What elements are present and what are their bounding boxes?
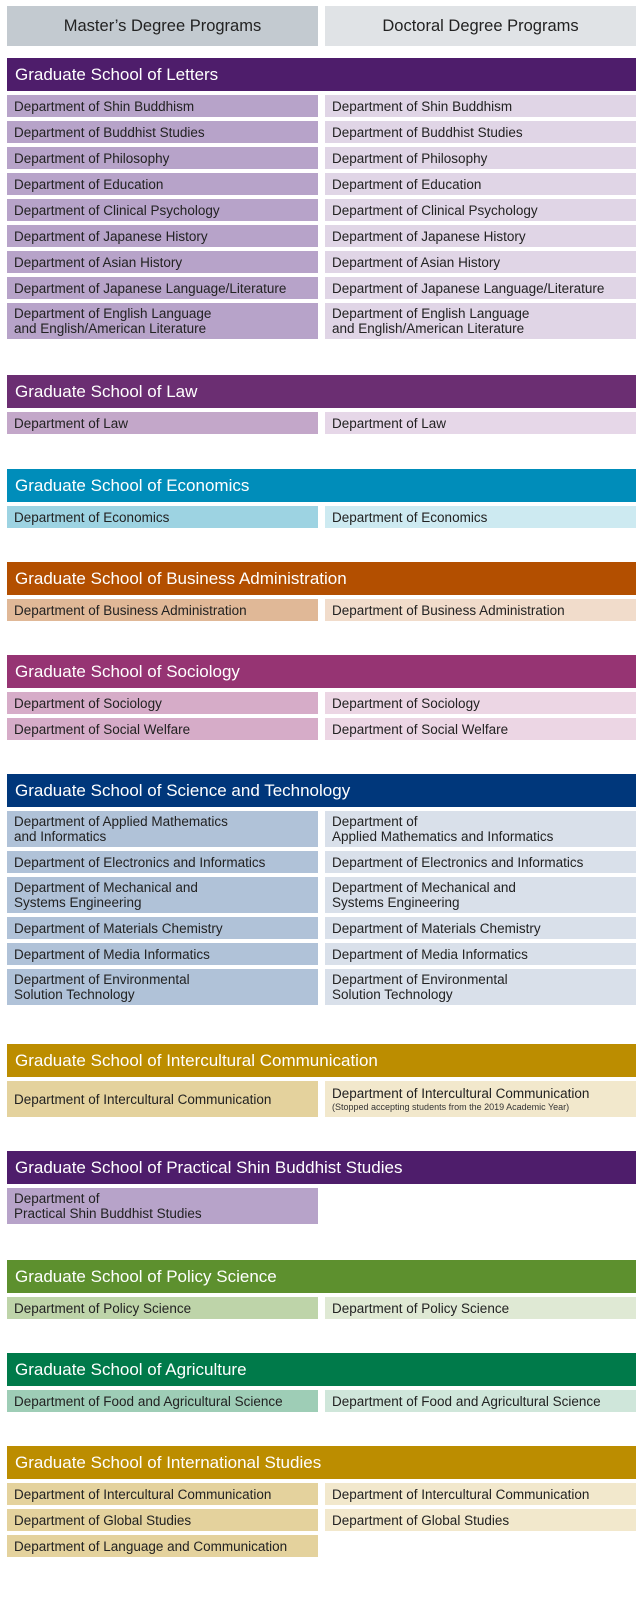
department-name: Department of Practical Shin Buddhist Studies (14, 1191, 202, 1221)
doctoral-header: Doctoral Degree Programs (325, 6, 636, 46)
department-name: Department of Materials Chemistry (14, 920, 223, 936)
department-name: Department of Education (14, 176, 164, 192)
master-department (7, 1188, 318, 1224)
department-name: Department of Buddhist Studies (14, 124, 205, 140)
doctoral-department (325, 599, 636, 621)
empty-cell (325, 1535, 636, 1557)
master-department (7, 199, 318, 221)
master-department (7, 1297, 318, 1319)
school-title: Graduate School of Letters (7, 58, 636, 91)
master-department (7, 251, 318, 273)
department-row (7, 1509, 636, 1531)
department-row (7, 251, 636, 273)
master-department (7, 225, 318, 247)
department-name: Department of Japanese History (14, 228, 208, 244)
department-row (7, 303, 636, 339)
department-name: Department of Clinical Psychology (332, 202, 538, 218)
master-department (7, 811, 318, 847)
department-name: Department of Japanese Language/Literature (332, 280, 605, 296)
master-department (7, 303, 318, 339)
department-name: Department of Economics (332, 509, 488, 525)
department-row (7, 506, 636, 528)
department-row (7, 1081, 636, 1117)
department-name: Department of Applied Mathematics and Informatics (332, 814, 554, 844)
doctoral-department (325, 1390, 636, 1412)
department-name: Department of Shin Buddhism (14, 98, 195, 114)
doctoral-department (325, 506, 636, 528)
doctoral-department (325, 225, 636, 247)
department-row (7, 1297, 636, 1319)
school-title: Graduate School of Sociology (7, 655, 636, 688)
master-department (7, 147, 318, 169)
department-name: Department of English Language and English/American Literature (14, 306, 212, 336)
department-name: Department of Sociology (14, 695, 162, 711)
department-row (7, 811, 636, 847)
doctoral-department (325, 95, 636, 117)
school-title: Graduate School of Agriculture (7, 1353, 636, 1386)
department-name: Department of Electronics and Informatics (332, 854, 584, 870)
department-name: Department of Intercultural Communication (332, 1486, 590, 1502)
master-department (7, 412, 318, 434)
department-name: Department of Social Welfare (14, 721, 191, 737)
department-name: Department of Buddhist Studies (332, 124, 523, 140)
doctoral-department (325, 121, 636, 143)
school-section (7, 1260, 636, 1319)
school-section (7, 774, 636, 1005)
department-row (7, 95, 636, 117)
master-department (7, 599, 318, 621)
department-row (7, 1483, 636, 1505)
department-name: Department of Policy Science (14, 1300, 192, 1316)
department-name: Department of Law (14, 415, 129, 431)
empty-cell (325, 1188, 636, 1224)
department-row (7, 199, 636, 221)
doctoral-department (325, 251, 636, 273)
department-name: Department of Economics (14, 509, 170, 525)
department-name: Department of Environmental Solution Technology (14, 972, 190, 1002)
school-title: Graduate School of Law (7, 375, 636, 408)
school-title: Graduate School of Practical Shin Buddhist Studies (7, 1151, 636, 1184)
department-name: Department of Intercultural Communication (332, 1085, 590, 1101)
doctoral-department (325, 1081, 636, 1117)
department-name: Department of Japanese History (332, 228, 526, 244)
masters-header: Master’s Degree Programs (7, 6, 318, 46)
master-department (7, 277, 318, 299)
master-department (7, 1509, 318, 1531)
school-title: Graduate School of Business Administration (7, 562, 636, 595)
department-row (7, 692, 636, 714)
department-row (7, 412, 636, 434)
department-name: Department of Japanese Language/Literature (14, 280, 287, 296)
department-name: Department of Clinical Psychology (14, 202, 220, 218)
doctoral-department (325, 692, 636, 714)
doctoral-department (325, 969, 636, 1005)
department-row (7, 599, 636, 621)
doctoral-department (325, 412, 636, 434)
department-row (7, 173, 636, 195)
school-title: Graduate School of Policy Science (7, 1260, 636, 1293)
school-section (7, 375, 636, 434)
department-name: Department of Electronics and Informatics (14, 854, 266, 870)
department-name: Department of Intercultural Communication (14, 1486, 272, 1502)
department-name: Department of Global Studies (332, 1512, 510, 1528)
school-section (7, 655, 636, 740)
department-row (7, 718, 636, 740)
doctoral-department (325, 877, 636, 913)
department-name: Department of Materials Chemistry (332, 920, 541, 936)
master-department (7, 121, 318, 143)
department-name: Department of Philosophy (14, 150, 170, 166)
school-section (7, 1446, 636, 1557)
doctoral-department (325, 277, 636, 299)
master-department (7, 917, 318, 939)
school-section (7, 1353, 636, 1412)
master-department (7, 851, 318, 873)
doctoral-department (325, 303, 636, 339)
department-row (7, 943, 636, 965)
doctoral-department (325, 1509, 636, 1531)
department-row (7, 1188, 636, 1224)
school-section (7, 58, 636, 339)
doctoral-department (325, 718, 636, 740)
department-row (7, 1535, 636, 1557)
doctoral-department (325, 1297, 636, 1319)
department-note: (Stopped accepting students from the 2019 Academic Year) (332, 1101, 570, 1112)
department-name: Department of Business Administration (332, 602, 565, 618)
department-name: Department of Food and Agricultural Science (332, 1393, 601, 1409)
department-name: Department of Social Welfare (332, 721, 509, 737)
department-row (7, 1390, 636, 1412)
department-name: Department of Media Informatics (14, 946, 210, 962)
master-department (7, 95, 318, 117)
doctoral-department (325, 173, 636, 195)
department-name: Department of Environmental Solution Technology (332, 972, 508, 1002)
department-row (7, 917, 636, 939)
department-name: Department of Philosophy (332, 150, 488, 166)
department-name: Department of Shin Buddhism (332, 98, 513, 114)
department-name: Department of Language and Communication (14, 1538, 288, 1554)
school-section (7, 1151, 636, 1224)
school-title: Graduate School of Economics (7, 469, 636, 502)
school-section (7, 562, 636, 621)
department-name: Department of Media Informatics (332, 946, 528, 962)
department-row (7, 277, 636, 299)
department-row (7, 851, 636, 873)
department-name: Department of Mechanical and Systems Engineering (332, 880, 516, 910)
school-section (7, 469, 636, 528)
doctoral-department (325, 199, 636, 221)
doctoral-department (325, 1483, 636, 1505)
department-name: Department of Asian History (332, 254, 501, 270)
master-department (7, 877, 318, 913)
department-name: Department of Policy Science (332, 1300, 510, 1316)
master-department (7, 718, 318, 740)
department-name: Department of Applied Mathematics and Informatics (14, 814, 228, 844)
master-department (7, 969, 318, 1005)
doctoral-department (325, 917, 636, 939)
school-title: Graduate School of International Studies (7, 1446, 636, 1479)
doctoral-department (325, 147, 636, 169)
master-department (7, 1535, 318, 1557)
school-section (7, 1044, 636, 1117)
doctoral-department (325, 851, 636, 873)
school-title: Graduate School of Science and Technology (7, 774, 636, 807)
school-title: Graduate School of Intercultural Communication (7, 1044, 636, 1077)
doctoral-department (325, 811, 636, 847)
department-row (7, 147, 636, 169)
department-row (7, 225, 636, 247)
department-name: Department of Education (332, 176, 482, 192)
department-name: Department of Business Administration (14, 602, 247, 618)
department-name: Department of Sociology (332, 695, 480, 711)
department-row (7, 969, 636, 1005)
department-name: Department of English Language and English/American Literature (332, 306, 530, 336)
department-name: Department of Global Studies (14, 1512, 192, 1528)
master-department (7, 943, 318, 965)
department-name: Department of Mechanical and Systems Engineering (14, 880, 198, 910)
department-name: Department of Asian History (14, 254, 183, 270)
master-department (7, 506, 318, 528)
department-name: Department of Law (332, 415, 447, 431)
department-row (7, 121, 636, 143)
doctoral-department (325, 943, 636, 965)
department-name: Department of Food and Agricultural Science (14, 1393, 283, 1409)
department-name: Department of Intercultural Communication (14, 1091, 272, 1107)
master-department (7, 692, 318, 714)
master-department (7, 1390, 318, 1412)
master-department (7, 173, 318, 195)
master-department (7, 1081, 318, 1117)
department-row (7, 877, 636, 913)
master-department (7, 1483, 318, 1505)
